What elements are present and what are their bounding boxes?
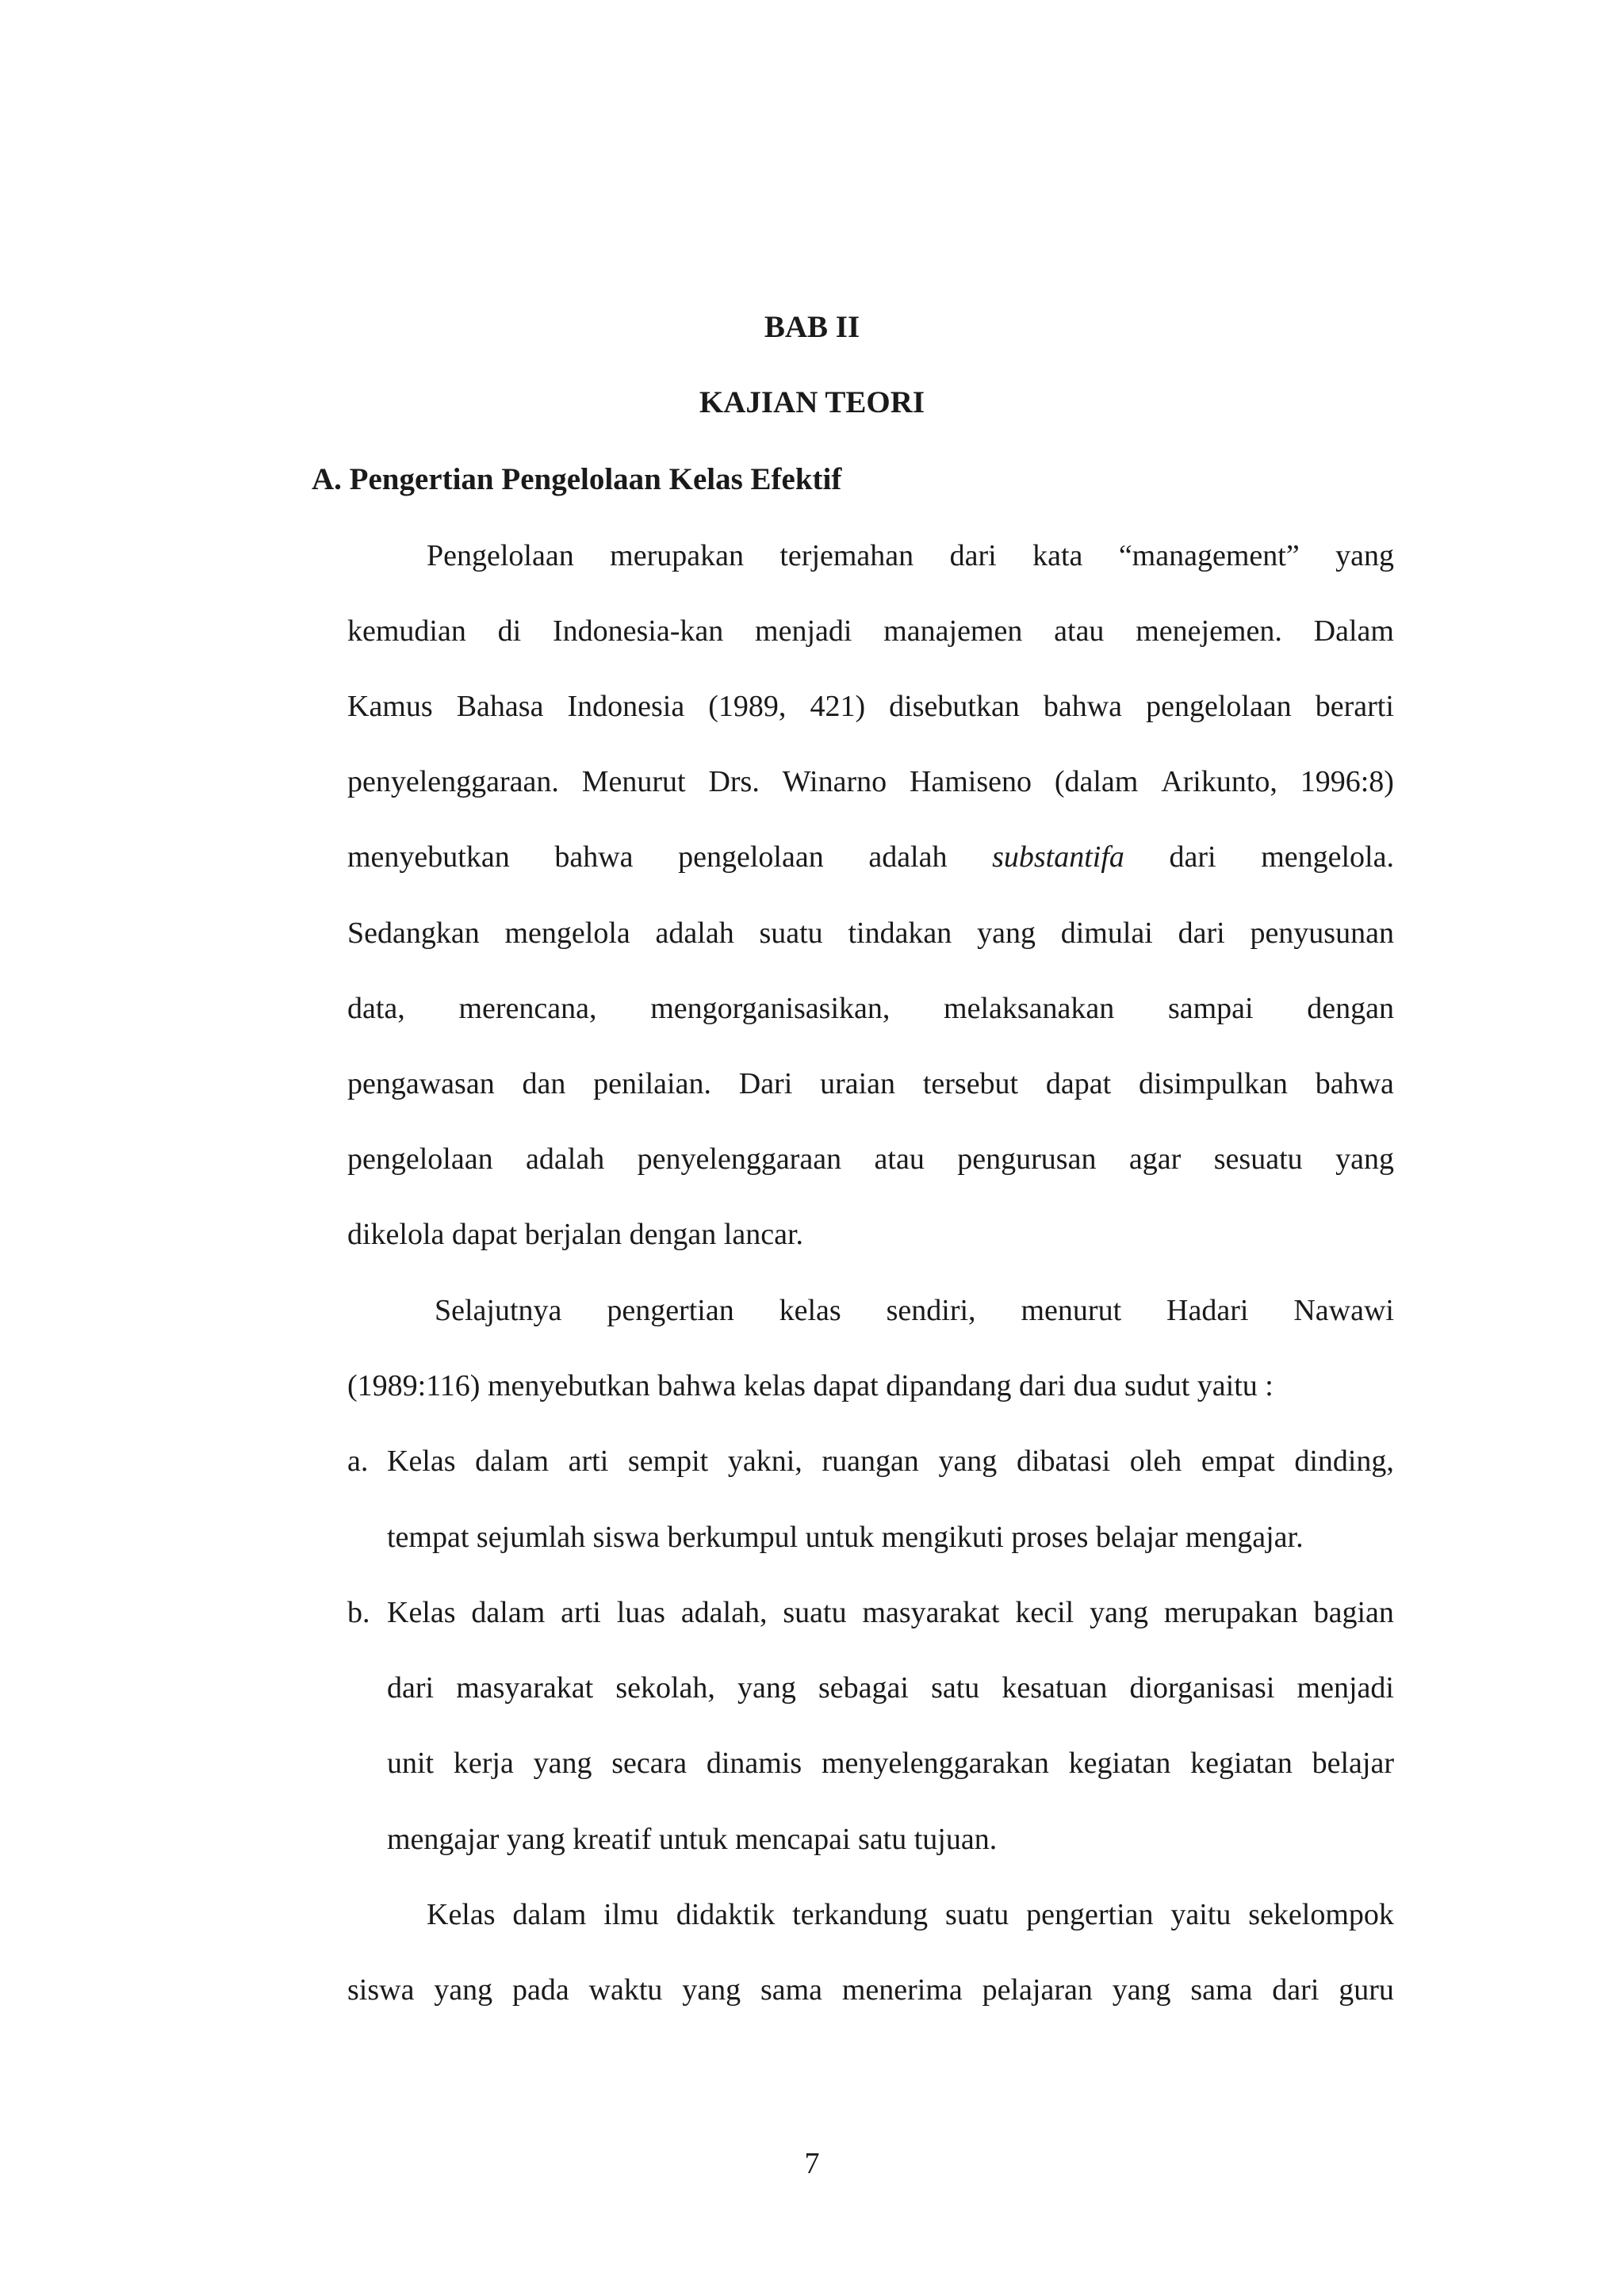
- paragraph-1-line-7: [347, 993, 1394, 1024]
- word: menjadi: [755, 614, 852, 648]
- word: sama: [1190, 1973, 1253, 2007]
- word: Indonesia: [567, 690, 685, 723]
- word: sesuatu: [1213, 1142, 1303, 1176]
- word: ilmu: [603, 1898, 659, 1931]
- word: dari: [1272, 1973, 1320, 2007]
- word: Selajutnya: [435, 1294, 562, 1327]
- list-item-b-line-4: mengajar yang kreatif untuk mencapai satu tujuan.: [387, 1823, 998, 1856]
- word: uraian: [820, 1067, 896, 1100]
- word: atau: [1054, 614, 1105, 648]
- word: dapat: [1045, 1067, 1112, 1100]
- word: menurut: [1021, 1294, 1122, 1327]
- word: “management”: [1118, 539, 1300, 572]
- list-item-a-line-2: tempat sejumlah siswa berkumpul untuk mengikuti proses belajar mengajar.: [387, 1521, 1304, 1554]
- word: yang: [682, 1973, 741, 2007]
- chapter-title: KAJIAN TEORI: [699, 385, 925, 419]
- word: adalah,: [680, 1596, 768, 1629]
- word: tersebut: [922, 1067, 1019, 1100]
- word: yakni,: [727, 1445, 802, 1478]
- word: penyusunan: [1250, 916, 1394, 950]
- word: terkandung: [792, 1898, 929, 1931]
- word: disimpulkan: [1139, 1067, 1288, 1100]
- word: waktu: [588, 1973, 663, 2007]
- word: pengelolaan: [347, 1142, 493, 1176]
- paragraph-1-line-8: [347, 1069, 1394, 1099]
- paragraph-2-line-1: [435, 1295, 1394, 1326]
- word: suatu: [783, 1596, 847, 1629]
- word: pengurusan: [957, 1142, 1097, 1176]
- word: yang: [434, 1973, 493, 2007]
- word: dalam: [512, 1898, 587, 1931]
- list-item-b-line-2: [387, 1673, 1394, 1703]
- word: kemudian: [347, 614, 466, 648]
- word: Dari: [738, 1067, 793, 1100]
- word: 421): [810, 690, 866, 723]
- word: menyebutkan: [347, 840, 510, 874]
- word: Sedangkan: [347, 916, 480, 950]
- list-item-b-line-3: [387, 1748, 1394, 1778]
- word: sempit: [627, 1445, 709, 1478]
- word: diorganisasi: [1129, 1671, 1275, 1705]
- word: Hamiseno: [909, 765, 1032, 798]
- word: Kelas: [387, 1445, 456, 1478]
- word: menyelenggarakan: [821, 1747, 1049, 1780]
- word: dari: [1178, 916, 1225, 950]
- word: 1996:8): [1300, 765, 1394, 798]
- word: pelajaran: [982, 1973, 1093, 2007]
- word: mengelola.: [1261, 840, 1394, 874]
- word: disebutkan: [889, 690, 1020, 723]
- word: melaksanakan: [944, 992, 1115, 1025]
- word: secara: [611, 1747, 688, 1780]
- word: adalah: [868, 840, 948, 874]
- word: kegiatan: [1190, 1747, 1293, 1780]
- word: pengelolaan: [678, 840, 824, 874]
- word: satu: [931, 1671, 980, 1705]
- word: bahwa: [1315, 1067, 1394, 1100]
- word: pengertian: [607, 1294, 734, 1327]
- paragraph-1-line-6: [347, 918, 1394, 948]
- word: yang: [1335, 1142, 1394, 1176]
- word: yang: [977, 916, 1036, 950]
- paragraph-3-line-2: [347, 1975, 1394, 2005]
- word: kelas: [779, 1294, 841, 1327]
- word: penyelenggaraan: [637, 1142, 842, 1176]
- word: unit: [387, 1747, 435, 1780]
- paragraph-1-line-9: [347, 1144, 1394, 1174]
- word: bahwa: [554, 840, 634, 874]
- word: dengan: [1307, 992, 1394, 1025]
- word: siswa: [347, 1973, 415, 2007]
- word: yang: [1112, 1973, 1171, 2007]
- word: dari: [1169, 840, 1216, 874]
- word: merupakan: [1163, 1596, 1298, 1629]
- word: menjadi: [1297, 1671, 1394, 1705]
- word: Arikunto,: [1161, 765, 1277, 798]
- word: manajemen: [883, 614, 1023, 648]
- word: oleh: [1129, 1445, 1182, 1478]
- word: bahwa: [1043, 690, 1123, 723]
- word: adalah: [655, 916, 734, 950]
- word: sendiri,: [886, 1294, 976, 1327]
- word: yang: [533, 1747, 592, 1780]
- word: dibatasi: [1016, 1445, 1111, 1478]
- list-marker-a: a.: [347, 1445, 369, 1478]
- word: sekelompok: [1248, 1898, 1394, 1931]
- word: dari: [387, 1671, 435, 1705]
- word: Dalam: [1313, 614, 1394, 648]
- paragraph-1-line-10: dikelola dapat berjalan dengan lancar.: [347, 1218, 804, 1251]
- word: arti: [568, 1445, 609, 1478]
- word: yang: [938, 1445, 998, 1478]
- word: yang: [1335, 539, 1394, 572]
- word: yang: [737, 1671, 796, 1705]
- chapter-label: BAB II: [764, 310, 860, 344]
- word: kata: [1032, 539, 1083, 572]
- word: Hadari: [1166, 1294, 1249, 1327]
- word: didaktik: [676, 1898, 776, 1931]
- word: Nawawi: [1293, 1294, 1394, 1327]
- word: luas: [616, 1596, 665, 1629]
- word: guru: [1339, 1973, 1394, 2007]
- word: data,: [347, 992, 405, 1025]
- word: ruangan: [822, 1445, 919, 1478]
- word: Kamus: [347, 690, 433, 723]
- word: (1989,: [708, 690, 787, 723]
- word: sekolah,: [615, 1671, 715, 1705]
- word: agar: [1128, 1142, 1182, 1176]
- paragraph-1-line-1: [427, 541, 1394, 571]
- word: masyarakat: [456, 1671, 594, 1705]
- word: tindakan: [848, 916, 952, 950]
- word: suatu: [945, 1898, 1009, 1931]
- word: di: [497, 614, 522, 648]
- word: yaitu: [1170, 1898, 1231, 1931]
- word: dari: [949, 539, 997, 572]
- word: kegiatan: [1068, 1747, 1171, 1780]
- word: penyelenggaraan.: [347, 765, 559, 798]
- word: belajar: [1312, 1747, 1394, 1780]
- word: dinding,: [1294, 1445, 1394, 1478]
- word: atau: [874, 1142, 925, 1176]
- word: adalah: [526, 1142, 605, 1176]
- paragraph-1-line-3: [347, 691, 1394, 721]
- word: Drs.: [708, 765, 760, 798]
- word: (dalam: [1054, 765, 1139, 798]
- word: mengorganisasikan,: [650, 992, 891, 1025]
- paragraph-1-line-2: [347, 616, 1394, 646]
- word: menejemen.: [1136, 614, 1282, 648]
- word: pengelolaan: [1146, 690, 1292, 723]
- word: Pengelolaan: [427, 539, 574, 572]
- word: Kelas: [387, 1596, 456, 1629]
- word: arti: [561, 1596, 601, 1629]
- word: dan: [522, 1067, 566, 1100]
- word: sampai: [1167, 992, 1254, 1025]
- word: terjemahan: [779, 539, 914, 572]
- word: Menurut: [581, 765, 686, 798]
- word: kecil: [1015, 1596, 1074, 1629]
- word: menerima: [841, 1973, 963, 2007]
- word: Kelas: [427, 1898, 496, 1931]
- word: masyarakat: [862, 1596, 1000, 1629]
- word: Indonesia-kan: [552, 614, 724, 648]
- word: Winarno: [782, 765, 887, 798]
- paragraph-2-line-2: (1989:116) menyebutkan bahwa kelas dapat dipandang dari dua sudut yaitu :: [347, 1369, 1274, 1402]
- paragraph-1-line-4: [347, 767, 1394, 797]
- word: dalam: [471, 1596, 546, 1629]
- paragraph-3-line-1: [427, 1900, 1394, 1930]
- word: mengelola: [504, 916, 630, 950]
- word: sebagai: [818, 1671, 909, 1705]
- section-heading: A. Pengertian Pengelolaan Kelas Efektif: [312, 462, 842, 496]
- word: Bahasa: [456, 690, 544, 723]
- word: kesatuan: [1002, 1671, 1108, 1705]
- word: dimulai: [1060, 916, 1153, 950]
- word: merupakan: [610, 539, 744, 572]
- word: sama: [760, 1973, 823, 2007]
- list-item-b-line-1: [387, 1598, 1394, 1628]
- word: bagian: [1313, 1596, 1394, 1629]
- word: pada: [511, 1973, 569, 2007]
- word: pengertian: [1026, 1898, 1154, 1931]
- word: suatu: [759, 916, 823, 950]
- word: kerja: [453, 1747, 514, 1780]
- word: penilaian.: [593, 1067, 711, 1100]
- list-marker-b: b.: [347, 1596, 370, 1629]
- word: yang: [1090, 1596, 1149, 1629]
- word: dinamis: [706, 1747, 802, 1780]
- list-item-a-line-1: [387, 1446, 1394, 1476]
- word: dalam: [475, 1445, 550, 1478]
- word: substantifa: [992, 840, 1124, 874]
- page-number: 7: [804, 2147, 820, 2180]
- word: merencana,: [458, 992, 597, 1025]
- word: pengawasan: [347, 1067, 495, 1100]
- word: berarti: [1315, 690, 1394, 723]
- word: empat: [1201, 1445, 1275, 1478]
- paragraph-1-line-5: [347, 842, 1394, 872]
